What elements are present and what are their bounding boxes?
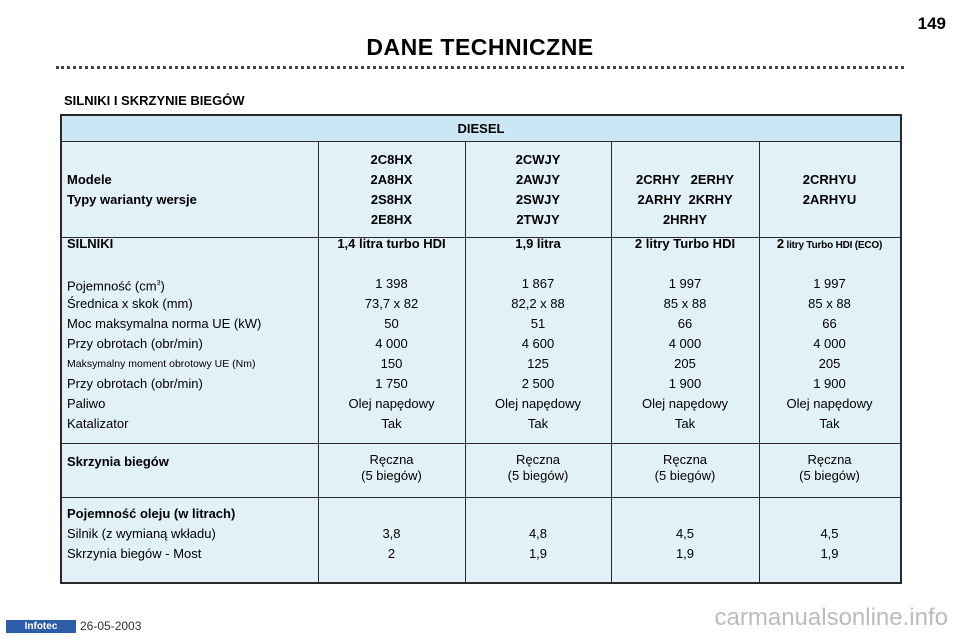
spec-value-bore-stroke: 73,7 x 82: [364, 296, 419, 311]
model-code: 2E8HX: [370, 212, 413, 227]
spec-label-power-rpm: Przy obrotach (obr/min): [67, 336, 203, 351]
page-title: DANE TECHNICZNE: [366, 34, 594, 60]
spec-value-catalyst: Tak: [819, 416, 840, 431]
gearbox-gears: (5 biegów): [361, 468, 422, 483]
spec-table: [60, 114, 902, 584]
models-label: Modele: [67, 172, 112, 187]
oil-label: Pojemność oleju (w litrach): [67, 506, 236, 521]
spec-label-max-power: Moc maksymalna norma UE (kW): [67, 316, 262, 331]
spec-label-torque-rpm: Przy obrotach (obr/min): [67, 376, 203, 391]
spec-value-bore-stroke: 85 x 88: [663, 296, 707, 311]
spec-value-catalyst: Tak: [381, 416, 402, 431]
model-code: 2HRHY: [662, 212, 708, 227]
spec-value-torque-rpm: 2 500: [521, 376, 555, 391]
model-code: 2ARHYU: [802, 192, 857, 207]
engine-eco-lead: 2: [776, 236, 784, 251]
model-code: 2CRHYU: [802, 172, 857, 187]
gearbox-type: Ręczna: [807, 452, 852, 467]
spec-value-max-torque: 150: [380, 356, 403, 371]
spec-value-max-power: 51: [530, 316, 546, 331]
footer-date: 26-05-2003: [80, 619, 142, 633]
variants-label: Typy warianty wersje: [67, 192, 197, 207]
spec-label-fuel: Paliwo: [67, 396, 106, 411]
spec-value-catalyst: Tak: [674, 416, 696, 431]
diesel-header: DIESEL: [62, 116, 900, 142]
spec-value-fuel: Olej napędowy: [495, 396, 581, 411]
spec-value-max-power: 50: [384, 316, 399, 331]
spec-value-capacity: 1 997: [668, 276, 702, 291]
engine-name: 1,9 litra: [515, 236, 561, 251]
spec-value-power-rpm: 4 600: [521, 336, 555, 351]
model-code: 2CRHY 2ERHY: [635, 172, 734, 187]
spec-value-power-rpm: 4 000: [813, 336, 846, 351]
spec-value-capacity: 1 398: [375, 276, 408, 291]
model-code: 2AWJY: [515, 172, 561, 187]
engine-name-eco: [759, 234, 900, 256]
gearbox-type: Ręczna: [369, 452, 414, 467]
spec-value-torque-rpm: 1 750: [375, 376, 408, 391]
spec-value-max-power: 66: [677, 316, 693, 331]
gearbox-gears: (5 biegów): [654, 468, 716, 483]
spec-value-power-rpm: 4 000: [668, 336, 702, 351]
engine-name: 2 litry Turbo HDI: [634, 236, 736, 251]
spec-value-fuel: Olej napędowy: [786, 396, 873, 411]
oil-gearbox-value: 1,9: [820, 546, 839, 561]
gearbox-gears: (5 biegów): [799, 468, 860, 483]
spec-value-fuel: Olej napędowy: [348, 396, 435, 411]
spec-value-bore-stroke: 82,2 x 88: [511, 296, 565, 311]
engine-name: 1,4 litra turbo HDI: [337, 236, 446, 251]
spec-value-bore-stroke: 85 x 88: [808, 296, 851, 311]
model-code: 2A8HX: [370, 172, 413, 187]
spec-label-capacity: [67, 274, 165, 296]
spec-value-torque-rpm: 1 900: [668, 376, 702, 391]
spec-value-max-torque: 205: [818, 356, 841, 371]
oil-engine-value: 4,5: [820, 526, 839, 541]
oil-engine-value: 4,8: [528, 526, 548, 541]
engines-label: SILNIKI: [67, 236, 114, 251]
oil-gearbox-value: 1,9: [675, 546, 695, 561]
spec-value-max-torque: 205: [674, 356, 696, 371]
spec-value-max-torque: 125: [527, 356, 549, 371]
oil-gearbox-label: Skrzynia biegów - Most: [67, 546, 202, 561]
gearbox-type: Ręczna: [662, 452, 708, 467]
model-code: 2TWJY: [516, 212, 560, 227]
spec-label-bore-stroke: Średnica x skok (mm): [67, 296, 193, 311]
model-code: 2ARHY 2KRHY: [637, 192, 733, 207]
gearbox-label: Skrzynia biegów: [67, 454, 169, 469]
capacity-suffix: ): [160, 278, 165, 294]
capacity-prefix: Pojemność (cm: [67, 278, 157, 294]
engine-eco-rest: litry Turbo HDI (ECO): [783, 240, 883, 251]
model-code: 2S8HX: [370, 192, 413, 207]
watermark: carmanualsonline.info: [714, 604, 948, 631]
section-heading: SILNIKI I SKRZYNIE BIEGÓW: [64, 93, 245, 108]
oil-engine-value: 3,8: [382, 526, 401, 541]
infotec-logo: Infotec: [6, 620, 76, 633]
gearbox-type: Ręczna: [515, 452, 561, 467]
oil-gearbox-value: 1,9: [528, 546, 548, 561]
spec-label-max-torque: Maksymalny moment obrotowy UE (Nm): [67, 358, 256, 370]
oil-gearbox-value: 2: [387, 546, 396, 561]
dotted-divider: [56, 66, 904, 69]
spec-value-capacity: 1 867: [521, 276, 555, 291]
gearbox-gears: (5 biegów): [507, 468, 569, 483]
oil-engine-label: Silnik (z wymianą wkładu): [67, 526, 216, 541]
model-code: 2SWJY: [515, 192, 561, 207]
spec-value-catalyst: Tak: [527, 416, 549, 431]
oil-engine-value: 4,5: [675, 526, 695, 541]
spec-label-catalyst: Katalizator: [67, 416, 129, 431]
spec-value-power-rpm: 4 000: [375, 336, 408, 351]
spec-value-torque-rpm: 1 900: [813, 376, 846, 391]
model-code: 2CWJY: [515, 152, 561, 167]
spec-value-fuel: Olej napędowy: [642, 396, 728, 411]
page-number: 149: [917, 14, 946, 33]
capacity-sup: 3: [156, 280, 161, 287]
spec-value-max-power: 66: [822, 316, 837, 331]
spec-value-capacity: 1 997: [813, 276, 846, 291]
model-code: 2C8HX: [370, 152, 413, 167]
